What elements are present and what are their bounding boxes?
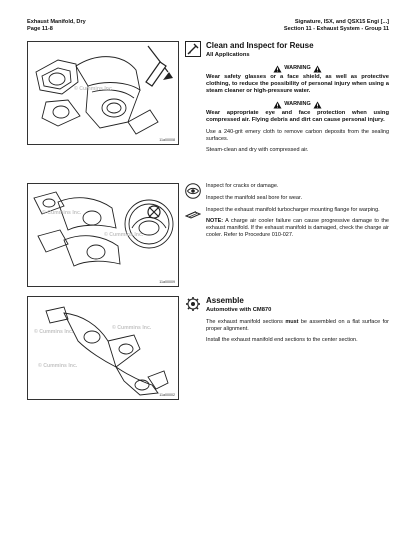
watermark: © Cummins Inc. [42, 210, 82, 216]
warning-label [206, 101, 389, 109]
clean-inspect-section [206, 41, 389, 154]
figure-code: 11a00009 [159, 280, 175, 284]
manifold-inspection-illustration [28, 184, 178, 286]
inspect-step: Inspect the exhaust manifold turbocharger mounting flange for warping. [206, 206, 380, 213]
inspect-step: Inspect for cracks or damage. [206, 183, 279, 189]
flatness-gauge-icon [185, 206, 201, 222]
assemble-section [206, 296, 389, 344]
figure-code: 11a00008 [159, 138, 175, 142]
document-title: Exhaust Manifold, Dry [27, 19, 86, 25]
manual-title: Signature, ISX, and QSX15 Engi [...] [294, 19, 389, 25]
warning-text-label: WARNING [284, 101, 311, 108]
page-header-right [284, 19, 389, 33]
watermark: © Cummins Inc. [112, 325, 152, 331]
assemble-step-text: be assembled on a flat surface for proper alignment. [206, 318, 389, 332]
page-header-left [27, 19, 86, 33]
eye-inspect-icon [185, 183, 201, 199]
watermark: © Cummins Inc. [74, 86, 114, 92]
warning-triangle-icon [313, 101, 322, 109]
figure-code: 11a00002 [159, 393, 175, 397]
assemble-step [206, 319, 389, 333]
note-label: NOTE: [206, 218, 224, 225]
warning-label [206, 65, 389, 73]
manifold-assembly-illustration [28, 297, 178, 399]
page-number: Page 11-8 [27, 26, 53, 32]
note-paragraph [206, 218, 389, 238]
assembly-gear-icon [185, 296, 201, 312]
figure-inspect-manifold [27, 183, 179, 287]
watermark: © Cummins Inc. [38, 363, 78, 369]
cleaning-tool-icon [185, 41, 201, 57]
figure-cleaning-manifold [27, 41, 179, 145]
inspect-section [206, 183, 389, 239]
watermark: © Cummins Inc. [34, 329, 74, 335]
figure-assemble-manifold [27, 296, 179, 400]
watermark: © Cummins Inc. [104, 232, 144, 238]
warning-triangle-icon [313, 65, 322, 73]
manifold-cleaning-illustration [28, 42, 178, 144]
section-heading: Clean and Inspect for Reuse [206, 41, 314, 50]
warning-triangle-icon [273, 65, 282, 73]
warning-text-label: WARNING [284, 65, 311, 72]
clean-step: Steam-clean and dry with compressed air. [206, 147, 309, 154]
assemble-step: Install the exhaust manifold end sections to the center section. [206, 337, 358, 344]
assemble-step-text: The exhaust manifold sections [206, 318, 286, 325]
warning-triangle-icon [273, 101, 282, 109]
clean-step: Use a 240-grit emery cloth to remove carbon deposits from the sealing surfaces. [206, 128, 389, 142]
section-title: Section 11 - Exhaust System - Group 11 [283, 26, 389, 32]
warning-message: Wear appropriate eye and face protection when using compressed air. Flying debris and dirt can cause personal injury. [206, 109, 389, 123]
warning-message: Wear safety glasses or a face shield, as well as protective clothing, to reduce the possibility of personal injury when using a steam cleaner or high-pressure water. [206, 73, 389, 94]
applicability: Automotive with CM870 [206, 307, 272, 313]
section-heading: Assemble [206, 296, 244, 305]
note-text: A charge air cooler failure can cause progressive damage to the exhaust manifold. If the exhaust manifold is damaged, check the charge air cooler. Refer to Procedure 010-027. [206, 218, 389, 238]
emphasis-must: must [285, 318, 299, 325]
inspect-step: Inspect the manifold seal bore for wear. [206, 194, 302, 201]
applicability: All Applications [206, 52, 250, 58]
